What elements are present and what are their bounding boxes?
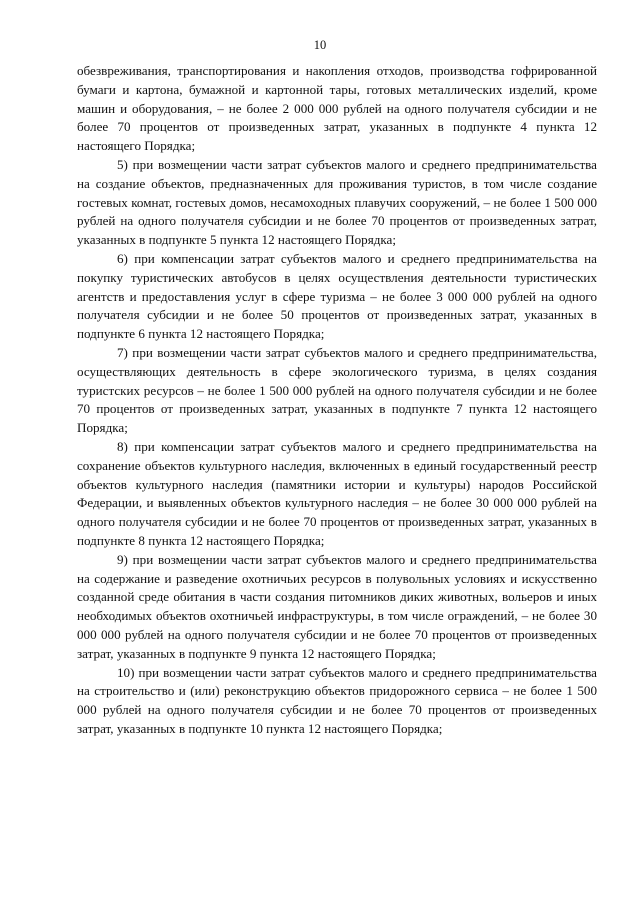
paragraph-continuation: обезвреживания, транспортирования и накопления отходов, производства гофрированной бумаги и картона, бумажной и картонной тары, готовых металлических изделий, кроме машин и оборудования, – не более 2 000 000 рублей на одного получателя субсидии и не более 70 процентов от произведенных затрат, указанных в подпункте 4 пункта 12 настоящего Порядка;: [77, 63, 597, 154]
paragraph-item-8: 8) при компенсации затрат субъектов малого и среднего предпринимательства на сохранение объектов культурного наследия, включенных в единый государственный реестр объектов культурного наследия (памятники истории и культуры) народов Российской Федерации, и выявленных объектов культурного наследия – не более 30 000 000 рублей на одного получателя субсидии и не более 70 процентов от произведенных затрат, указанных в подпункте 8 пункта 12 настоящего Порядка;: [77, 438, 597, 548]
page-number: 10: [313, 38, 327, 52]
paragraph-item-6: 6) при компенсации затрат субъектов малого и среднего предпринимательства на покупку туристических автобусов в целях осуществления деятельности туристических агентств и предоставления услуг в сфере туризма – не более 3 000 000 рублей на одного получателя субсидии и не более 50 процентов от произведенных затрат, указанных в подпункте 6 пункта 12 настоящего Порядка;: [77, 250, 597, 342]
document-body: [77, 62, 597, 739]
paragraph-item-10: 10) при возмещении части затрат субъектов малого и среднего предпринимательства на строительство и (или) реконструкцию объектов придорожного сервиса – не более 1 500 000 рублей на одного получателя субсидии и не более 70 процентов от произведенных затрат, указанных в подпункте 10 пункта 12 настоящего Порядка;: [77, 664, 597, 736]
paragraph-item-5: 5) при возмещении части затрат субъектов малого и среднего предпринимательства на создание объектов, предназначенных для проживания туристов, в том числе создание гостевых комнат, гостевых домов, несамоходных плавучих сооружений, – не более 1 500 000 рублей на одного получателя субсидии и не более 70 процентов от произведенных затрат, указанных в подпункте 5 пункта 12 настоящего Порядка;: [77, 156, 597, 248]
paragraph-item-7: 7) при возмещении части затрат субъектов малого и среднего предпринимательства, осуществляющих деятельность в сфере экологического туризма, в целях создания туристских ресурсов – не более 1 500 000 рублей на одного получателя субсидии и не более 70 процентов от произведенных затрат, указанных в подпункте 7 пункта 12 настоящего Порядка;: [77, 344, 597, 436]
paragraph-item-9: 9) при возмещении части затрат субъектов малого и среднего предпринимательства на содержание и разведение охотничьих ресурсов в полувольных условиях и искусственно созданной среде обитания в части создания питомников диких животных, вольеров и иных необходимых объектов охотничьей инфраструктуры, в том числе ограждений, – не более 30 000 000 рублей на одного получателя субсидии и не более 70 процентов от произведенных затрат, указанных в подпункте 9 пункта 12 настоящего Порядка;: [77, 551, 597, 661]
